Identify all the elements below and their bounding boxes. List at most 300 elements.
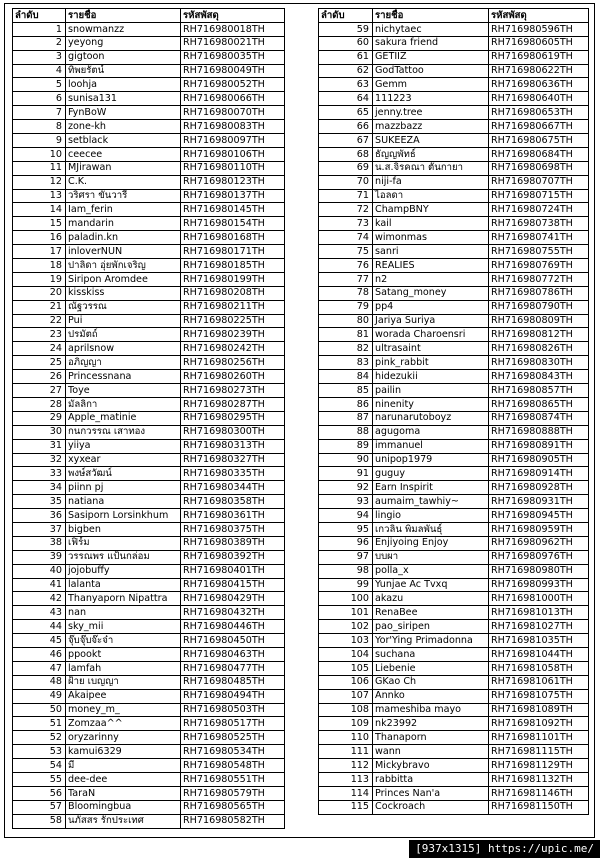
row-number: 106: [319, 675, 373, 689]
tracking-code: RH716980857TH: [489, 384, 589, 398]
recipient-name: money_m_: [66, 703, 181, 717]
tracking-code: RH716980865TH: [489, 397, 589, 411]
tracking-code: RH716980891TH: [489, 439, 589, 453]
row-number: 20: [13, 286, 66, 300]
tracking-code: RH716980962TH: [489, 536, 589, 550]
column-header-no: ลำดับ: [13, 9, 66, 23]
recipient-name: nan: [66, 606, 181, 620]
column-header-code: รหัสพัสดุ: [181, 9, 285, 23]
recipient-name: immanuel: [373, 439, 489, 453]
table-row: [13, 439, 285, 453]
row-number: 44: [13, 620, 66, 634]
row-number: 21: [13, 300, 66, 314]
recipient-name: ปาลิดา อุ่ยพักเจริญ: [66, 259, 181, 273]
recipient-name: aumaim_tawhiy~: [373, 495, 489, 509]
row-number: 113: [319, 772, 373, 786]
table-row: [13, 272, 285, 286]
recipient-name: พงษ์สวัฒน์: [66, 467, 181, 481]
row-number: 66: [319, 120, 373, 134]
recipient-name: loohja: [66, 78, 181, 92]
table-row: [13, 134, 285, 148]
table-row: [319, 647, 589, 661]
row-number: 36: [13, 509, 66, 523]
row-number: 42: [13, 592, 66, 606]
recipient-name: unipop1979: [373, 453, 489, 467]
row-number: 55: [13, 772, 66, 786]
tracking-code: RH716980295TH: [181, 411, 285, 425]
recipient-name: bigben: [66, 522, 181, 536]
tracking-code: RH716980273TH: [181, 384, 285, 398]
recipient-name: ปรมัตถ์: [66, 328, 181, 342]
row-number: 68: [319, 147, 373, 161]
row-number: 5: [13, 78, 66, 92]
recipient-name: Jariya Suriya: [373, 314, 489, 328]
tracking-code: RH716980619TH: [489, 50, 589, 64]
column-header-name: รายชื่อ: [373, 9, 489, 23]
table-row: [13, 675, 285, 689]
tracking-code: RH716980137TH: [181, 189, 285, 203]
tracking-code: RH716980106TH: [181, 147, 285, 161]
recipient-name: akazu: [373, 592, 489, 606]
row-number: 74: [319, 231, 373, 245]
tracking-code: RH716980928TH: [489, 481, 589, 495]
row-number: 46: [13, 647, 66, 661]
table-row: [13, 36, 285, 50]
table-row: [13, 634, 285, 648]
recipient-name: mameshiba mayo: [373, 703, 489, 717]
row-number: 8: [13, 120, 66, 134]
recipient-name: REALIES: [373, 259, 489, 273]
recipient-name: ไอลดา: [373, 189, 489, 203]
tracking-code: RH716981061TH: [489, 675, 589, 689]
tracking-code: RH716980684TH: [489, 147, 589, 161]
table-row: [13, 314, 285, 328]
table-row: [319, 453, 589, 467]
table-row: [319, 411, 589, 425]
table-row: [13, 592, 285, 606]
tracking-code: RH716981089TH: [489, 703, 589, 717]
row-number: 39: [13, 550, 66, 564]
table-row: [13, 536, 285, 550]
tracking-code: RH716981035TH: [489, 634, 589, 648]
row-number: 111: [319, 745, 373, 759]
row-number: 88: [319, 425, 373, 439]
row-number: 92: [319, 481, 373, 495]
recipient-name: SUKEEZA: [373, 134, 489, 148]
tracking-code: RH716981129TH: [489, 759, 589, 773]
table-row: [13, 217, 285, 231]
table-row: [319, 495, 589, 509]
tracking-code: RH716980790TH: [489, 300, 589, 314]
tracking-code: RH716980154TH: [181, 217, 285, 231]
table-row: [319, 606, 589, 620]
recipient-name: Akaipee: [66, 689, 181, 703]
table-row: [13, 328, 285, 342]
table-row: [13, 647, 285, 661]
tracking-code: RH716980724TH: [489, 203, 589, 217]
table-row: [319, 439, 589, 453]
tracking-code: RH716980534TH: [181, 745, 285, 759]
tracking-code: RH716980755TH: [489, 245, 589, 259]
recipient-name: Sasiporn Lorsinkhum: [66, 509, 181, 523]
row-number: 81: [319, 328, 373, 342]
tracking-code: RH716980826TH: [489, 342, 589, 356]
tracking-code: RH716980579TH: [181, 786, 285, 800]
tracking-code: RH716980843TH: [489, 370, 589, 384]
row-number: 12: [13, 175, 66, 189]
row-number: 90: [319, 453, 373, 467]
tracking-code: RH716980622TH: [489, 64, 589, 78]
recipient-name: xyxear: [66, 453, 181, 467]
table-row: [13, 467, 285, 481]
table-row: [13, 50, 285, 64]
tracking-code: RH716980260TH: [181, 370, 285, 384]
table-row: [319, 203, 589, 217]
recipient-name: paladin.kn: [66, 231, 181, 245]
row-number: 13: [13, 189, 66, 203]
tracking-code: RH716980401TH: [181, 564, 285, 578]
recipient-name: MJirawan: [66, 161, 181, 175]
tracking-code: RH716980738TH: [489, 217, 589, 231]
table-row: [319, 745, 589, 759]
tracking-code: RH716980485TH: [181, 675, 285, 689]
table-row: [319, 78, 589, 92]
recipient-name: 111223: [373, 92, 489, 106]
recipient-name: sanri: [373, 245, 489, 259]
row-number: 40: [13, 564, 66, 578]
row-number: 30: [13, 425, 66, 439]
tracking-code: RH716980287TH: [181, 397, 285, 411]
row-number: 26: [13, 370, 66, 384]
recipient-name: Earn Inspirit: [373, 481, 489, 495]
row-number: 96: [319, 536, 373, 550]
tracking-code: RH716980636TH: [489, 78, 589, 92]
table-row: [13, 481, 285, 495]
table-row: [319, 481, 589, 495]
table-row: [319, 370, 589, 384]
row-number: 56: [13, 786, 66, 800]
row-number: 100: [319, 592, 373, 606]
row-number: 6: [13, 92, 66, 106]
recipient-name: Enjiyoing Enjoy: [373, 536, 489, 550]
table-row: [319, 703, 589, 717]
table-row: [13, 731, 285, 745]
table-row: [319, 786, 589, 800]
row-number: 64: [319, 92, 373, 106]
row-number: 7: [13, 106, 66, 120]
recipient-name: agugoma: [373, 425, 489, 439]
tracking-code: RH716980375TH: [181, 522, 285, 536]
table-row: [319, 800, 589, 814]
table-row: [319, 550, 589, 564]
tracking-code: RH716980344TH: [181, 481, 285, 495]
table-row: [13, 772, 285, 786]
row-number: 63: [319, 78, 373, 92]
row-number: 43: [13, 606, 66, 620]
tracking-code: RH716980225TH: [181, 314, 285, 328]
tracking-code: RH716980980TH: [489, 564, 589, 578]
table-row: [13, 689, 285, 703]
row-number: 105: [319, 661, 373, 675]
recipient-name: worada Charoensri: [373, 328, 489, 342]
recipient-name: inloverNUN: [66, 245, 181, 259]
tracking-code: RH716980667TH: [489, 120, 589, 134]
tracking-code: RH716980741TH: [489, 231, 589, 245]
row-number: 9: [13, 134, 66, 148]
row-number: 54: [13, 759, 66, 773]
recipient-name: Siripon Aromdee: [66, 272, 181, 286]
tracking-code: RH716980565TH: [181, 800, 285, 814]
row-number: 15: [13, 217, 66, 231]
tracking-code: RH716980653TH: [489, 106, 589, 120]
table-row: [319, 356, 589, 370]
row-number: 48: [13, 675, 66, 689]
recipient-name: setblack: [66, 134, 181, 148]
image-size-watermark: [937x1315] https://upic.me/: [409, 840, 600, 858]
tracking-code: RH716981075TH: [489, 689, 589, 703]
row-number: 2: [13, 36, 66, 50]
table-row: [13, 703, 285, 717]
recipient-name: Bloomingbua: [66, 800, 181, 814]
row-number: 11: [13, 161, 66, 175]
tracking-code: RH716980432TH: [181, 606, 285, 620]
row-number: 27: [13, 384, 66, 398]
table-row: [13, 231, 285, 245]
recipient-name: อภิญญา: [66, 356, 181, 370]
row-number: 59: [319, 22, 373, 36]
recipient-name: yeyong: [66, 36, 181, 50]
table-row: [13, 425, 285, 439]
row-number: 82: [319, 342, 373, 356]
recipient-name: zone-kh: [66, 120, 181, 134]
table-row: [13, 64, 285, 78]
table-row: [13, 509, 285, 523]
tracking-code: RH716980429TH: [181, 592, 285, 606]
recipient-name: ultrasaint: [373, 342, 489, 356]
tracking-code: RH716980171TH: [181, 245, 285, 259]
recipient-name: ChampBNY: [373, 203, 489, 217]
table-row: [319, 578, 589, 592]
recipient-name: เฟิร์ม: [66, 536, 181, 550]
recipient-name: ทิพยรัตน์: [66, 64, 181, 78]
tracking-code: RH716980361TH: [181, 509, 285, 523]
row-number: 51: [13, 717, 66, 731]
table-row: [13, 245, 285, 259]
tracking-code: RH716980327TH: [181, 453, 285, 467]
table-row: [13, 578, 285, 592]
tracking-code: RH716980463TH: [181, 647, 285, 661]
recipient-name: sakura friend: [373, 36, 489, 50]
row-number: 33: [13, 467, 66, 481]
table-row: [319, 245, 589, 259]
tracking-code: RH716980786TH: [489, 286, 589, 300]
recipient-name: pao_siripen: [373, 620, 489, 634]
recipient-name: lalanta: [66, 578, 181, 592]
row-number: 45: [13, 634, 66, 648]
tracking-code: RH716981150TH: [489, 800, 589, 814]
table-row: [319, 92, 589, 106]
tracking-code: RH716980049TH: [181, 64, 285, 78]
row-number: 71: [319, 189, 373, 203]
tracking-code: RH716980083TH: [181, 120, 285, 134]
parcel-table-right: [318, 8, 589, 815]
row-number: 25: [13, 356, 66, 370]
row-number: 87: [319, 411, 373, 425]
tracking-code: RH716980809TH: [489, 314, 589, 328]
row-number: 28: [13, 397, 66, 411]
row-number: 1: [13, 22, 66, 36]
table-body-right: [319, 22, 589, 814]
row-number: 104: [319, 647, 373, 661]
recipient-name: ppookt: [66, 647, 181, 661]
recipient-name: GodTattoo: [373, 64, 489, 78]
tracking-code: RH716980596TH: [489, 22, 589, 36]
tracking-code: RH716980675TH: [489, 134, 589, 148]
row-number: 3: [13, 50, 66, 64]
tracking-code: RH716980551TH: [181, 772, 285, 786]
table-header-row: [13, 9, 285, 23]
tracking-code: RH716980021TH: [181, 36, 285, 50]
tracking-code: RH716980715TH: [489, 189, 589, 203]
row-number: 95: [319, 522, 373, 536]
tracking-code: RH716980914TH: [489, 467, 589, 481]
table-row: [13, 717, 285, 731]
table-row: [319, 661, 589, 675]
table-row: [319, 328, 589, 342]
row-number: 35: [13, 495, 66, 509]
recipient-name: polla_x: [373, 564, 489, 578]
table-row: [13, 661, 285, 675]
recipient-name: nk23992: [373, 717, 489, 731]
table-row: [13, 495, 285, 509]
recipient-name: Annko: [373, 689, 489, 703]
table-row: [13, 120, 285, 134]
tracking-code: RH716980945TH: [489, 509, 589, 523]
row-number: 101: [319, 606, 373, 620]
recipient-name: Princessnana: [66, 370, 181, 384]
table-row: [13, 522, 285, 536]
table-row: [13, 384, 285, 398]
table-row: [319, 397, 589, 411]
tracking-code: RH716980256TH: [181, 356, 285, 370]
row-number: 52: [13, 731, 66, 745]
recipient-name: pailin: [373, 384, 489, 398]
recipient-name: kisskiss: [66, 286, 181, 300]
recipient-name: snowmanzz: [66, 22, 181, 36]
row-number: 58: [13, 814, 66, 828]
recipient-name: rabbitta: [373, 772, 489, 786]
row-number: 70: [319, 175, 373, 189]
recipient-name: gigtoon: [66, 50, 181, 64]
tracking-code: RH716980874TH: [489, 411, 589, 425]
row-number: 60: [319, 36, 373, 50]
recipient-name: suchana: [373, 647, 489, 661]
tracking-code: RH716980517TH: [181, 717, 285, 731]
recipient-name: Yor'Ying Primadonna: [373, 634, 489, 648]
tracking-code: RH716980993TH: [489, 578, 589, 592]
recipient-name: piinn pj: [66, 481, 181, 495]
table-row: [13, 92, 285, 106]
recipient-name: มี: [66, 759, 181, 773]
table-row: [13, 800, 285, 814]
column-header-no: ลำดับ: [319, 9, 373, 23]
table-row: [319, 759, 589, 773]
tracking-code: RH716981058TH: [489, 661, 589, 675]
tracking-code: RH716980640TH: [489, 92, 589, 106]
row-number: 89: [319, 439, 373, 453]
recipient-name: ณัฐวรรณ: [66, 300, 181, 314]
recipient-name: wann: [373, 745, 489, 759]
tracking-code: RH716980931TH: [489, 495, 589, 509]
recipient-name: มัลลิกา: [66, 397, 181, 411]
recipient-name: ninenity: [373, 397, 489, 411]
table-row: [319, 189, 589, 203]
tracking-code: RH716980168TH: [181, 231, 285, 245]
table-row: [319, 120, 589, 134]
row-number: 94: [319, 509, 373, 523]
tracking-code: RH716980582TH: [181, 814, 285, 828]
recipient-name: ฝ้าย เบญญา: [66, 675, 181, 689]
row-number: 61: [319, 50, 373, 64]
recipient-name: sunisa131: [66, 92, 181, 106]
tracking-code: RH716980358TH: [181, 495, 285, 509]
table-row: [319, 259, 589, 273]
tracking-code: RH716981013TH: [489, 606, 589, 620]
tracking-code: RH716980145TH: [181, 203, 285, 217]
tracking-code: RH716980211TH: [181, 300, 285, 314]
table-row: [319, 772, 589, 786]
table-row: [319, 64, 589, 78]
table-row: [319, 689, 589, 703]
tracking-code: RH716980239TH: [181, 328, 285, 342]
row-number: 65: [319, 106, 373, 120]
row-number: 17: [13, 245, 66, 259]
tracking-code: RH716980052TH: [181, 78, 285, 92]
recipient-name: Thanyaporn Nipattra: [66, 592, 181, 606]
recipient-name: Mickybravo: [373, 759, 489, 773]
row-number: 107: [319, 689, 373, 703]
tracking-code: RH716981027TH: [489, 620, 589, 634]
recipient-name: Princes Nan'a: [373, 786, 489, 800]
table-row: [13, 175, 285, 189]
tracking-code: RH716980698TH: [489, 161, 589, 175]
row-number: 79: [319, 300, 373, 314]
recipient-name: pp4: [373, 300, 489, 314]
recipient-name: pink_rabbit: [373, 356, 489, 370]
recipient-name: sky_mii: [66, 620, 181, 634]
table-row: [13, 411, 285, 425]
recipient-name: วรรณพร แป้นกล่อม: [66, 550, 181, 564]
tracking-code: RH716981000TH: [489, 592, 589, 606]
recipient-name: aprilsnow: [66, 342, 181, 356]
tracking-code: RH716980830TH: [489, 356, 589, 370]
row-number: 72: [319, 203, 373, 217]
table-row: [319, 147, 589, 161]
recipient-name: บบผา: [373, 550, 489, 564]
table-row: [13, 78, 285, 92]
recipient-name: mandarin: [66, 217, 181, 231]
table-row: [319, 217, 589, 231]
recipient-name: guguy: [373, 467, 489, 481]
row-number: 84: [319, 370, 373, 384]
tracking-code: RH716980208TH: [181, 286, 285, 300]
row-number: 19: [13, 272, 66, 286]
row-number: 31: [13, 439, 66, 453]
tracking-code: RH716980415TH: [181, 578, 285, 592]
row-number: 23: [13, 328, 66, 342]
tracking-code: RH716980185TH: [181, 259, 285, 273]
recipient-name: mazzbazz: [373, 120, 489, 134]
